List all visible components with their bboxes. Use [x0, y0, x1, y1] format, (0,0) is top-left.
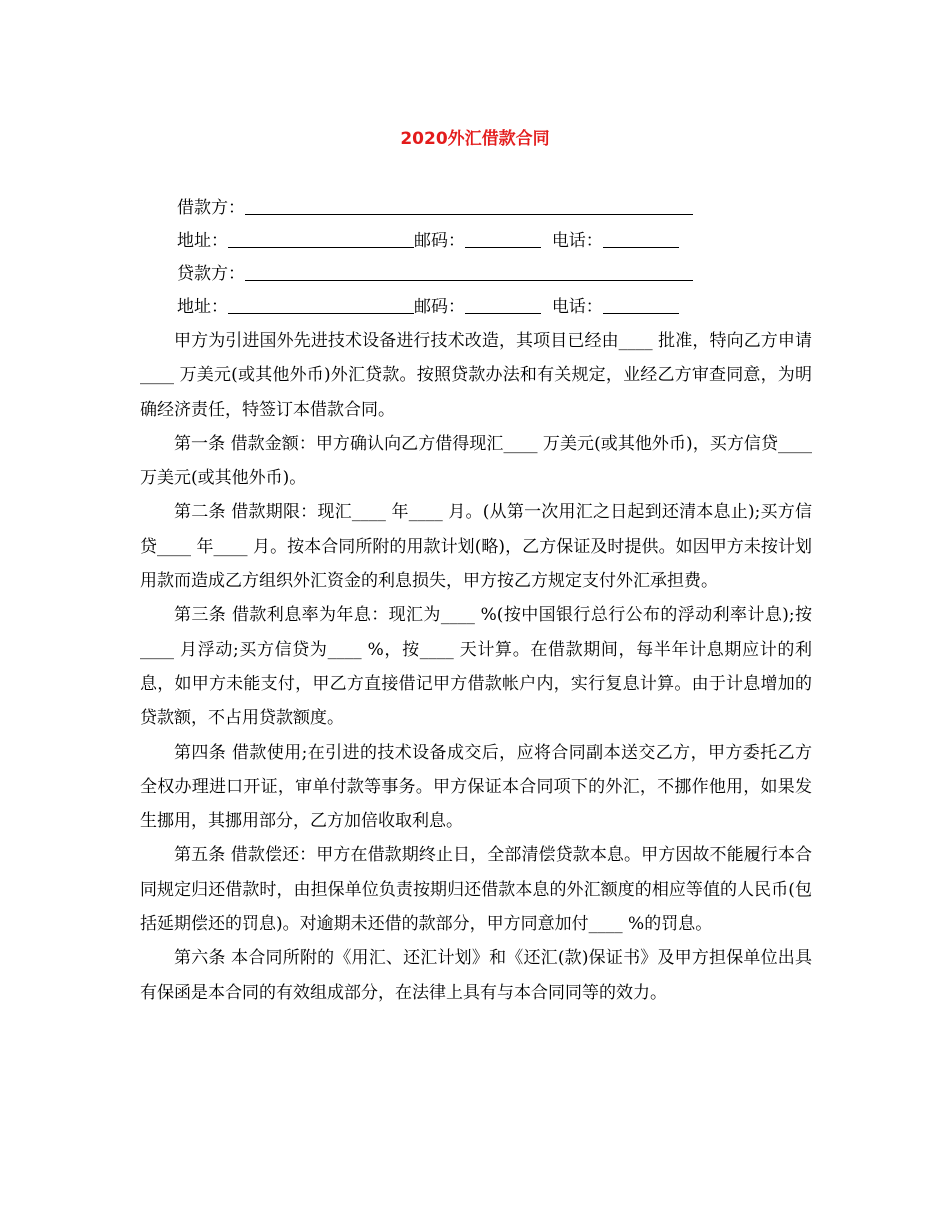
lender-line: [177, 262, 693, 286]
lender-blank: [245, 264, 693, 281]
article-3-paragraph: 第三条 借款利息率为年息：现汇为____ %(按中国银行总行公布的浮动利率计息);按____ 月浮动;买方信贷为____ %，按____ 天计算。在借款期间，每半年计息期应计的利息，如甲方未能支付，甲乙方直接借记甲方借款帐户内，实行复息计算。由于计息增加的贷款额，不占用贷款额度。: [140, 605, 812, 729]
borrower-label: 借款方：: [177, 198, 245, 218]
article-1-paragraph: 第一条 借款金额：甲方确认向乙方借得现汇____ 万美元(或其他外币)，买方信贷____ 万美元(或其他外币)。: [140, 433, 812, 489]
address-blank: [228, 231, 414, 248]
intro-paragraph: 甲方为引进国外先进技术设备进行技术改造，其项目已经由____ 批准，特向乙方申请____ 万美元(或其他外币)外汇贷款。按照贷款办法和有关规定，业经乙方审查同意，为明确经济责任，特签订本借款合同。: [140, 331, 812, 420]
article-5-paragraph: 第五条 借款偿还：甲方在借款期终止日，全部清偿贷款本息。甲方因故不能履行本合同规定归还借款时，由担保单位负责按期归还借款本息的外汇额度的相应等值的人民币(包括延期偿还的罚息)。对逾期未还借的款部分，甲方同意加付____ %的罚息。: [140, 845, 812, 935]
lender-label: 贷款方：: [177, 264, 245, 284]
article-2-paragraph: 第二条 借款期限：现汇____ 年____ 月。(从第一次用汇之日起到还清本息止);买方信贷____ 年____ 月。按本合同所附的用款计划(略)，乙方保证及时提供。如因甲方未按计划用款而造成乙方组织外汇资金的利息损失，甲方按乙方规定支付外汇承担费。: [140, 502, 812, 592]
address-blank: [228, 297, 414, 314]
postcode-label: 邮码：: [414, 297, 465, 317]
postcode-label: 邮码：: [414, 231, 465, 251]
phone-blank: [603, 231, 679, 248]
article-6-paragraph: 第六条 本合同所附的《用汇、还汇计划》和《还汇(款)保证书》及甲方担保单位出具有保函是本合同的有效组成部分，在法律上具有与本合同同等的效力。: [140, 948, 812, 1003]
borrower-blank: [245, 198, 693, 215]
contract-body: [140, 324, 812, 1010]
lender-address-line: [177, 295, 679, 319]
postcode-blank: [465, 297, 541, 314]
postcode-blank: [465, 231, 541, 248]
document-title: 2020外汇借款合同: [400, 129, 550, 149]
article-4-paragraph: 第四条 借款使用;在引进的技术设备成交后，应将合同副本送交乙方，甲方委托乙方全权办理进口开证，审单付款等事务。甲方保证本合同项下的外汇，不挪作他用，如果发生挪用，其挪用部分，乙方加倍收取利息。: [140, 742, 812, 832]
address-label: 地址：: [177, 231, 228, 251]
borrower-line: [177, 196, 693, 220]
phone-label: 电话：: [551, 231, 603, 251]
phone-blank: [603, 297, 679, 314]
address-label: 地址：: [177, 297, 228, 317]
borrower-address-line: [177, 229, 679, 253]
phone-label: 电话：: [551, 297, 603, 317]
